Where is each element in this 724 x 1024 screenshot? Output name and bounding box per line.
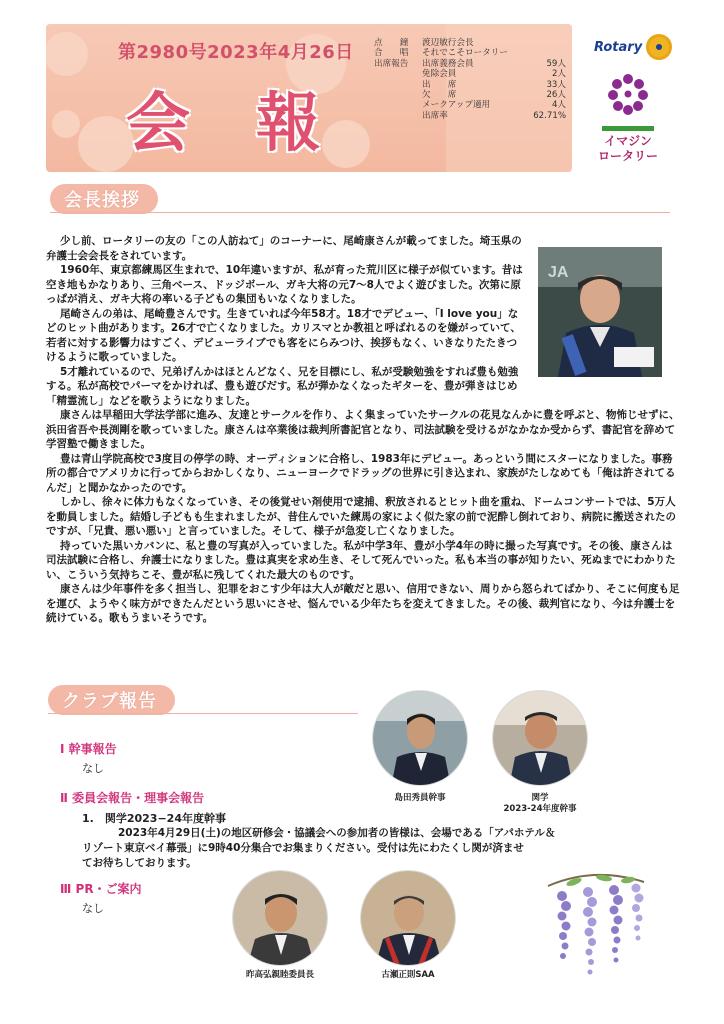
- attendance-item-value: 62.71%: [533, 110, 566, 121]
- portrait-furuse: [360, 870, 456, 966]
- attendance-row: [374, 69, 566, 79]
- issue-number-date: 第2980号2023年4月26日: [118, 42, 354, 63]
- paragraph: 康さんは早稲田大学法学部に進み、友達とサークルを作り、よく集まっていたサークルの花見なんかに豊を呼ぶと、物怖じせずに、浜田省吾や長渕剛を歌っていました。康さんは卒業後は裁判所書記官となり、司法試験を受けるがなかなか受からず、書記官を辞めて学習塾で働きました。: [46, 409, 680, 450]
- item-line: リゾート東京ベイ幕張」に9時40分集合でお集まりください。受付は先にわたくし関が済ませ: [82, 842, 524, 854]
- attendance-item-value: 26人: [546, 90, 566, 101]
- section-label-greeting: 会長挨拶: [50, 184, 158, 214]
- paragraph: 1960年、東京都練馬区生まれで、10年違いますが、私が育った荒川区に様子が似ています。昔は空き地もかなりあり、三角ベース、ドッジボール、ガキ大将の元7～8人でよく遊びました。次第に原っぱが消え、ガキ大将の率いる子どもの集団もいなくなりました。: [46, 264, 523, 305]
- attendance-item-label: 出 席: [422, 79, 457, 90]
- paragraph: 尾崎さんの弟は、尾崎豊さんです。生きていれば今年58才。18才でデビュー、「I love you」などのヒット曲があります。26才で亡くなりました。カリスマとか教祖と呼ばれるのを嫌がっていて、若者に対する影響力はすごく、デビューライブでも客をにらみつけ、挨拶もなく、いきなりたたきつけるように歌っていました。: [46, 307, 521, 363]
- caption-seki-role: 2023-24年度幹事: [503, 804, 577, 814]
- section-divider: [50, 212, 670, 213]
- club-heading-pr-body: なし: [82, 902, 104, 915]
- attendance-item-value: 33人: [546, 79, 566, 90]
- tenko-row: [374, 38, 566, 48]
- portrait-image: [373, 691, 468, 786]
- club-heading-pr: Ⅲ PR・ご案内: [60, 882, 142, 896]
- tenko-label: 点 鐘: [374, 38, 409, 48]
- section-divider: [48, 713, 358, 714]
- rotary-jp-label: ロータリー: [597, 149, 658, 163]
- attendance-item-value: 2人: [551, 69, 566, 80]
- meeting-info: [374, 38, 566, 121]
- attendance-item-label: 欠 席: [422, 90, 457, 101]
- club-heading-kanji-report-body: なし: [82, 762, 104, 775]
- caption-shimada: 島田秀員幹事: [394, 793, 446, 803]
- paragraph: 持っていた黒いカバンに、私と豊の写真が入っていました。私が中学3年、豊が小学4年の時に撮った写真です。その後、康さんは司法試験に合格し、弁護士になりました。豊は真実を求め生き、そして死んでいった。私も本当の事が知りたい、死ぬまでにわかりたい、こういう気持ちこそ、豊が私に残してくれた最大のものです。: [46, 539, 676, 581]
- caption-seki: 関学: [531, 793, 549, 803]
- committee-item-title: 1. 関学2023−24年度幹事: [82, 812, 226, 825]
- attendance-row: [374, 100, 566, 110]
- attendance-item-label: 出席義務会員: [422, 58, 474, 69]
- portrait-image: [361, 871, 456, 966]
- green-divider: [602, 126, 654, 131]
- rotary-wordmark: Rotary: [594, 40, 643, 55]
- tenko-value: 渡辺敏行会長: [422, 38, 474, 48]
- attendance-item-label: 免除会員: [422, 69, 457, 80]
- attendance-item-value: 59人: [546, 58, 566, 69]
- header-banner: [46, 24, 572, 172]
- attendance-item-label: メークアップ適用: [422, 100, 491, 111]
- attendance-row: [374, 90, 566, 100]
- caption-sakutaka: 昨高弘親睦委員長: [245, 970, 314, 980]
- portrait-image: [493, 691, 588, 786]
- section-label-club-report: クラブ報告: [48, 685, 175, 715]
- portrait-shimada: [372, 690, 468, 786]
- imagine-label: イマジン: [604, 134, 652, 148]
- imagine-flower-icon: [606, 72, 650, 116]
- paragraph: しかし、徐々に体力もなくなっていき、その後覚せい剤使用で逮捕、釈放されるとヒット曲を重ね、ドームコンサートでは、5万人を動員しました。結婚し子どもも生まれましたが、昔住んでいた練馬の家によく似た家の前で泥酔し倒れており、病院に搬送されたのですが、「兄貴、悪い悪い」と言っていました。そして、様子が急変し亡くなりました。: [46, 496, 676, 537]
- imagine-rotary-text: [588, 134, 668, 164]
- portrait-sakutaka: [232, 870, 328, 966]
- gassho-label: 合 唱: [374, 48, 409, 59]
- club-heading-kanji-report: Ⅰ 幹事報告: [60, 742, 117, 756]
- paragraph: 5才離れているので、兄弟げんかはほとんどなく、兄を目標にし、私が受験勉強をすれば豊も勉強する。私が高校でパーマをかければ、豊も遊びだす。私が弾かなくなったギターを、豊が弾きはじめ「精霊流し」などを歌うようになりました。: [46, 365, 519, 407]
- page-title: 会 報: [126, 86, 343, 161]
- paragraph: 豊は青山学院高校で3度目の停学の時、オーディションに合格し、1983年にデビュー。あっという間にスターになりました。事務所の都合でアメリカに行ってからおかしくなり、ニューヨークでドラッグの世界に引き込まれ、家族がたしなめても「俺は許されてるんだ」と聞かなかったのです。: [46, 452, 676, 494]
- paragraph: 少し前、ロータリーの友の「この人訪ねて」のコーナーに、尾崎康さんが載ってました。埼玉県の弁護士会会長をされています。: [46, 235, 522, 262]
- club-heading-committee-report: Ⅱ 委員会報告・理事会報告: [60, 791, 205, 805]
- attendance-row: [374, 59, 566, 69]
- rotary-wheel-icon: [646, 34, 672, 60]
- gassho-value: それでこそロータリー: [422, 48, 508, 59]
- attendance-row: [374, 111, 566, 121]
- gassho-row: [374, 48, 566, 58]
- portrait-image: [233, 871, 328, 966]
- attendance-row: [374, 80, 566, 90]
- item-line: 2023年4月29日(土)の地区研修会・協議会への参加者の皆様は、会場である「アパホテル＆: [118, 827, 556, 839]
- item-line: てお待ちしております。: [82, 857, 197, 869]
- portrait-seki: [492, 690, 588, 786]
- attendance-label: 出席報告: [374, 58, 409, 69]
- paragraph: 康さんは少年事件を多く担当し、犯罪をおこす少年は大人が敵だと思い、信用できない、周りから怒られてばかり、そこに何度も足を運び、ようやく味方ができたんだという思いにさせ、悩んでいる少年たちを変えてきました。その後、裁判官になり、今は弁護士を続けている。歌もうまいそうです。: [46, 583, 680, 624]
- attendance-item-label: 出席率: [422, 110, 448, 121]
- wisteria-illustration: [544, 866, 648, 996]
- greeting-body: [46, 234, 680, 626]
- caption-furuse: 古瀬正則SAA: [381, 970, 435, 980]
- committee-item-body: [82, 826, 602, 871]
- attendance-item-value: 4人: [551, 100, 566, 111]
- svg-text:JA: JA: [548, 264, 569, 281]
